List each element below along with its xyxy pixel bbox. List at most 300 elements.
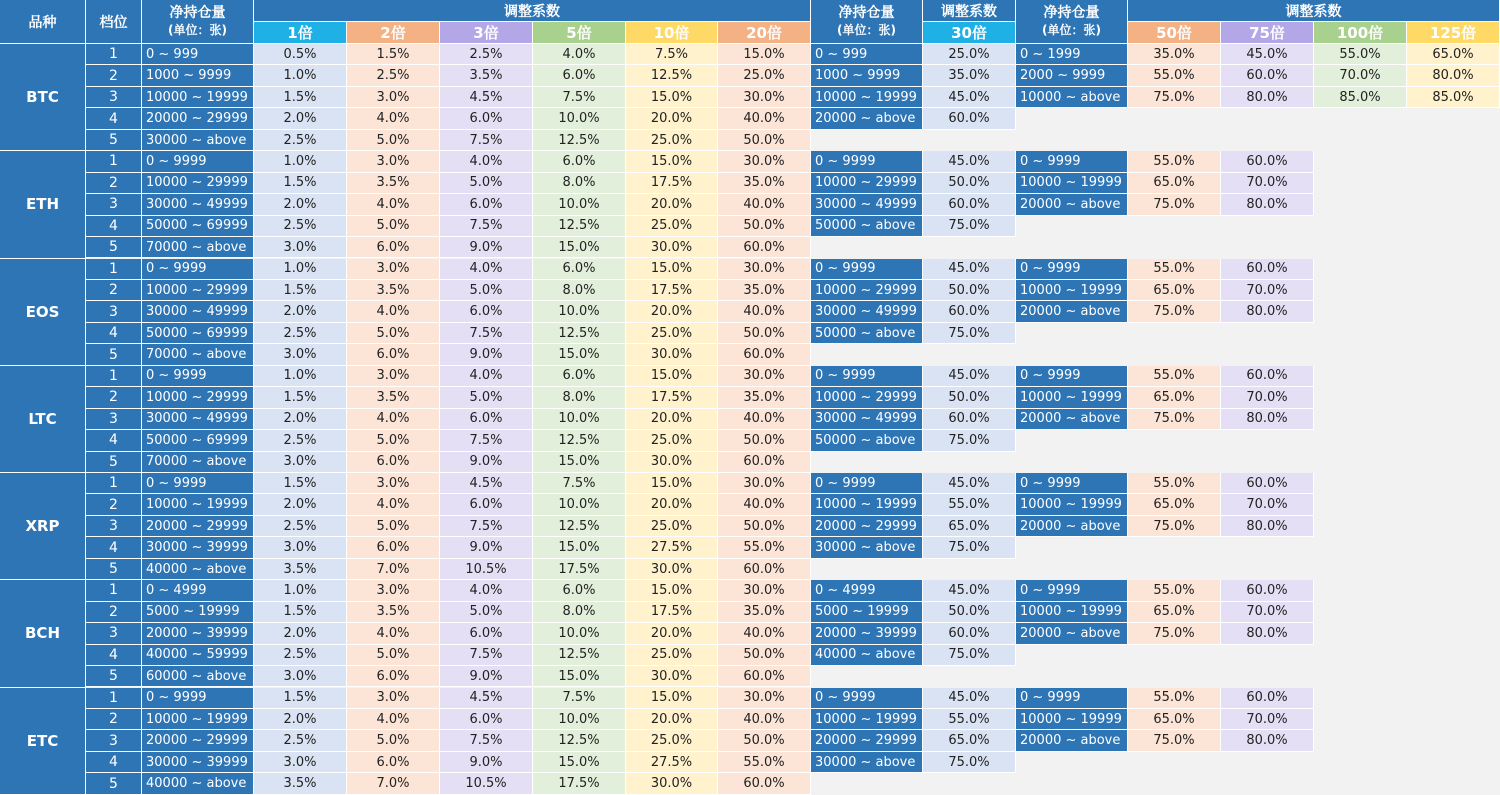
coefficient-cell: 6.0% xyxy=(440,623,533,644)
coefficient-cell: 2.5% xyxy=(254,430,347,451)
net-position-range-high: 10000 ~ 19999 xyxy=(1016,602,1128,623)
coefficient-cell-high: 70.0% xyxy=(1221,494,1314,515)
coefficient-cell: 25.0% xyxy=(626,130,718,151)
coefficient-cell-high: 80.0% xyxy=(1221,516,1314,537)
coefficient-cell: 2.0% xyxy=(254,623,347,644)
net-position-range-30x: 20000 ~ 29999 xyxy=(811,516,923,537)
coefficient-cell: 12.5% xyxy=(533,516,626,537)
coefficient-cell: 2.5% xyxy=(254,516,347,537)
net-position-range-high: 10000 ~ 19999 xyxy=(1016,280,1128,301)
coefficient-cell: 35.0% xyxy=(718,173,811,194)
net-position-range: 50000 ~ 69999 xyxy=(142,323,254,344)
coefficient-cell: 5.0% xyxy=(347,430,440,451)
coefficient-cell: 4.0% xyxy=(347,409,440,430)
coefficient-cell: 4.5% xyxy=(440,473,533,494)
coefficient-cell: 3.0% xyxy=(347,473,440,494)
coefficient-cell-30x: 65.0% xyxy=(923,516,1016,537)
coefficient-cell: 27.5% xyxy=(626,537,718,558)
level-cell: 5 xyxy=(86,773,142,794)
coefficient-cell: 17.5% xyxy=(533,559,626,580)
header-lev-75: 75倍 xyxy=(1221,22,1314,44)
net-position-range-30x: 30000 ~ 49999 xyxy=(811,301,923,322)
coefficient-cell-high: 55.0% xyxy=(1128,259,1221,280)
header-lev-50: 50倍 xyxy=(1128,22,1221,44)
level-cell: 2 xyxy=(86,602,142,623)
coefficient-cell: 30.0% xyxy=(626,344,718,365)
coefficient-cell: 2.5% xyxy=(254,730,347,751)
coefficient-cell: 30.0% xyxy=(718,87,811,108)
coefficient-cell-30x: 75.0% xyxy=(923,323,1016,344)
coefficient-cell: 25.0% xyxy=(626,645,718,666)
coefficient-cell-high: 60.0% xyxy=(1221,473,1314,494)
symbol-cell: BCH xyxy=(0,580,86,687)
level-cell: 5 xyxy=(86,666,142,687)
coefficient-cell-high: 60.0% xyxy=(1221,65,1314,86)
level-cell: 4 xyxy=(86,430,142,451)
net-position-range: 30000 ~ 39999 xyxy=(142,752,254,773)
net-position-range: 40000 ~ above xyxy=(142,773,254,794)
level-cell: 1 xyxy=(86,151,142,172)
coefficient-cell: 1.5% xyxy=(347,44,440,65)
header-net-position-c-unit: (单位：张) xyxy=(1042,22,1101,37)
net-position-range: 70000 ~ above xyxy=(142,237,254,258)
coefficient-cell: 15.0% xyxy=(533,452,626,473)
coefficient-cell: 17.5% xyxy=(626,280,718,301)
coefficient-cell: 6.0% xyxy=(347,237,440,258)
coefficient-cell-high: 65.0% xyxy=(1128,602,1221,623)
coefficient-cell-high: 55.0% xyxy=(1314,44,1407,65)
coefficient-cell: 50.0% xyxy=(718,216,811,237)
coefficient-cell: 50.0% xyxy=(718,430,811,451)
coefficient-cell: 12.5% xyxy=(533,430,626,451)
coefficient-cell: 30.0% xyxy=(718,151,811,172)
coefficient-cell-high: 70.0% xyxy=(1221,173,1314,194)
coefficient-cell: 15.0% xyxy=(626,151,718,172)
coefficient-cell-30x: 75.0% xyxy=(923,645,1016,666)
coefficient-cell: 25.0% xyxy=(626,730,718,751)
header-net-position-a xyxy=(142,0,254,44)
coefficient-cell: 3.5% xyxy=(347,602,440,623)
coefficient-cell-30x: 60.0% xyxy=(923,301,1016,322)
net-position-range: 5000 ~ 19999 xyxy=(142,602,254,623)
header-net-position-c-title: 净持仓量 xyxy=(1043,4,1100,21)
coefficient-cell: 60.0% xyxy=(718,344,811,365)
coefficient-cell: 10.0% xyxy=(533,623,626,644)
coefficient-cell: 6.0% xyxy=(533,580,626,601)
coefficient-cell: 6.0% xyxy=(347,452,440,473)
net-position-range-30x: 0 ~ 9999 xyxy=(811,366,923,387)
net-position-range: 50000 ~ 69999 xyxy=(142,216,254,237)
coefficient-cell-high: 70.0% xyxy=(1221,387,1314,408)
coefficient-cell: 5.0% xyxy=(440,387,533,408)
coefficient-cell-high: 55.0% xyxy=(1128,580,1221,601)
header-coefficient-a: 调整系数 xyxy=(254,0,811,22)
level-cell: 3 xyxy=(86,87,142,108)
net-position-range-30x: 30000 ~ 49999 xyxy=(811,409,923,430)
coefficient-cell: 17.5% xyxy=(626,173,718,194)
coefficient-cell: 2.5% xyxy=(254,216,347,237)
coefficient-cell: 6.0% xyxy=(440,194,533,215)
level-cell: 2 xyxy=(86,709,142,730)
level-cell: 4 xyxy=(86,537,142,558)
coefficient-cell-30x: 75.0% xyxy=(923,752,1016,773)
net-position-range-30x: 50000 ~ above xyxy=(811,323,923,344)
level-cell: 2 xyxy=(86,65,142,86)
coefficient-cell-30x: 45.0% xyxy=(923,580,1016,601)
net-position-range: 0 ~ 9999 xyxy=(142,366,254,387)
coefficient-cell: 15.0% xyxy=(626,87,718,108)
net-position-range-high: 0 ~ 9999 xyxy=(1016,580,1128,601)
coefficient-cell: 15.0% xyxy=(533,344,626,365)
net-position-range: 30000 ~ 49999 xyxy=(142,194,254,215)
net-position-range-30x: 30000 ~ above xyxy=(811,752,923,773)
coefficient-cell: 6.0% xyxy=(533,259,626,280)
coefficient-cell: 15.0% xyxy=(533,752,626,773)
header-net-position-b-title: 净持仓量 xyxy=(838,4,895,21)
coefficient-cell-high: 70.0% xyxy=(1314,65,1407,86)
coefficient-cell-high: 55.0% xyxy=(1128,473,1221,494)
coefficient-cell: 6.0% xyxy=(347,537,440,558)
coefficient-cell: 5.0% xyxy=(347,216,440,237)
coefficient-cell: 30.0% xyxy=(626,773,718,794)
coefficient-cell-high: 65.0% xyxy=(1128,280,1221,301)
coefficient-cell: 3.0% xyxy=(347,87,440,108)
coefficient-cell: 7.5% xyxy=(440,645,533,666)
coefficient-cell: 3.5% xyxy=(347,280,440,301)
net-position-range-30x: 20000 ~ above xyxy=(811,108,923,129)
header-net-position-b xyxy=(811,0,923,44)
level-cell: 1 xyxy=(86,259,142,280)
coefficient-cell-high: 65.0% xyxy=(1128,709,1221,730)
coefficient-cell: 15.0% xyxy=(626,473,718,494)
coefficient-cell: 3.0% xyxy=(254,537,347,558)
level-cell: 4 xyxy=(86,216,142,237)
header-lev-20: 20倍 xyxy=(718,22,811,44)
coefficient-cell: 6.0% xyxy=(533,366,626,387)
coefficient-cell: 50.0% xyxy=(718,516,811,537)
coefficient-cell-high: 75.0% xyxy=(1128,409,1221,430)
coefficient-cell: 2.0% xyxy=(254,108,347,129)
coefficient-cell-high: 80.0% xyxy=(1221,87,1314,108)
net-position-range-high: 10000 ~ 19999 xyxy=(1016,173,1128,194)
net-position-range-30x: 10000 ~ 19999 xyxy=(811,87,923,108)
coefficient-cell: 7.5% xyxy=(533,87,626,108)
symbol-cell: BTC xyxy=(0,44,86,151)
coefficient-cell-30x: 45.0% xyxy=(923,87,1016,108)
coefficient-cell: 60.0% xyxy=(718,666,811,687)
coefficient-cell: 3.5% xyxy=(254,773,347,794)
coefficient-cell: 2.5% xyxy=(347,65,440,86)
net-position-range-30x: 10000 ~ 29999 xyxy=(811,173,923,194)
coefficient-cell: 10.0% xyxy=(533,108,626,129)
coefficient-cell: 27.5% xyxy=(626,752,718,773)
coefficient-cell: 1.0% xyxy=(254,580,347,601)
level-cell: 4 xyxy=(86,108,142,129)
coefficient-cell: 9.0% xyxy=(440,237,533,258)
coefficient-cell: 30.0% xyxy=(626,452,718,473)
coefficient-cell: 4.0% xyxy=(347,623,440,644)
coefficient-cell: 6.0% xyxy=(533,65,626,86)
header-lev-125: 125倍 xyxy=(1407,22,1500,44)
coefficient-cell: 1.5% xyxy=(254,173,347,194)
coefficient-cell-30x: 50.0% xyxy=(923,173,1016,194)
net-position-range: 10000 ~ 19999 xyxy=(142,709,254,730)
coefficient-cell: 20.0% xyxy=(626,709,718,730)
coefficient-cell: 5.0% xyxy=(440,173,533,194)
header-coefficient-c: 调整系数 xyxy=(1128,0,1500,22)
coefficient-cell-high: 75.0% xyxy=(1128,730,1221,751)
coefficient-cell: 12.5% xyxy=(533,323,626,344)
coefficient-cell: 8.0% xyxy=(533,173,626,194)
level-cell: 3 xyxy=(86,623,142,644)
coefficient-cell: 5.0% xyxy=(347,730,440,751)
net-position-range-high: 0 ~ 9999 xyxy=(1016,366,1128,387)
coefficient-cell: 25.0% xyxy=(626,216,718,237)
coefficient-cell-high: 70.0% xyxy=(1221,709,1314,730)
level-cell: 5 xyxy=(86,130,142,151)
net-position-range-30x: 30000 ~ 49999 xyxy=(811,194,923,215)
coefficient-cell-high: 60.0% xyxy=(1221,688,1314,709)
coefficient-cell-30x: 45.0% xyxy=(923,259,1016,280)
net-position-range-high: 20000 ~ above xyxy=(1016,516,1128,537)
net-position-range: 0 ~ 9999 xyxy=(142,688,254,709)
coefficient-cell: 40.0% xyxy=(718,494,811,515)
coefficient-cell: 3.5% xyxy=(440,65,533,86)
net-position-range: 10000 ~ 29999 xyxy=(142,280,254,301)
coefficient-cell: 30.0% xyxy=(718,580,811,601)
header-net-position-b-unit: (单位：张) xyxy=(837,22,896,37)
net-position-range: 30000 ~ 49999 xyxy=(142,301,254,322)
coefficient-cell-high: 70.0% xyxy=(1221,602,1314,623)
net-position-range: 10000 ~ 19999 xyxy=(142,494,254,515)
coefficient-cell-high: 75.0% xyxy=(1128,516,1221,537)
coefficient-cell: 4.0% xyxy=(533,44,626,65)
coefficient-cell-30x: 35.0% xyxy=(923,65,1016,86)
net-position-range-30x: 30000 ~ above xyxy=(811,537,923,558)
coefficient-cell: 7.5% xyxy=(440,430,533,451)
coefficient-cell: 10.0% xyxy=(533,301,626,322)
coefficient-cell: 1.5% xyxy=(254,473,347,494)
net-position-range: 20000 ~ 39999 xyxy=(142,623,254,644)
coefficient-cell: 4.0% xyxy=(440,151,533,172)
coefficient-cell: 7.0% xyxy=(347,559,440,580)
coefficient-cell: 15.0% xyxy=(626,580,718,601)
net-position-range-30x: 10000 ~ 29999 xyxy=(811,280,923,301)
net-position-range-high: 10000 ~ above xyxy=(1016,87,1128,108)
coefficient-cell: 7.5% xyxy=(440,130,533,151)
coefficient-cell: 35.0% xyxy=(718,387,811,408)
level-cell: 5 xyxy=(86,559,142,580)
coefficient-cell: 40.0% xyxy=(718,709,811,730)
coefficient-cell: 60.0% xyxy=(718,237,811,258)
coefficient-cell-high: 65.0% xyxy=(1128,173,1221,194)
coefficient-cell: 2.0% xyxy=(254,709,347,730)
coefficient-cell: 3.0% xyxy=(254,344,347,365)
coefficient-cell-high: 65.0% xyxy=(1407,44,1500,65)
level-cell: 4 xyxy=(86,645,142,666)
coefficient-cell-30x: 55.0% xyxy=(923,494,1016,515)
coefficient-cell: 30.0% xyxy=(626,666,718,687)
level-cell: 3 xyxy=(86,516,142,537)
coefficient-cell: 17.5% xyxy=(626,602,718,623)
net-position-range: 20000 ~ 29999 xyxy=(142,108,254,129)
coefficient-cell-high: 75.0% xyxy=(1128,301,1221,322)
coefficient-cell: 60.0% xyxy=(718,559,811,580)
level-cell: 3 xyxy=(86,730,142,751)
coefficient-cell: 8.0% xyxy=(533,602,626,623)
coefficient-cell-high: 75.0% xyxy=(1128,87,1221,108)
level-cell: 1 xyxy=(86,44,142,65)
coefficient-cell-high: 80.0% xyxy=(1221,409,1314,430)
level-cell: 1 xyxy=(86,366,142,387)
coefficient-cell: 25.0% xyxy=(718,65,811,86)
header-lev-1: 1倍 xyxy=(254,22,347,44)
level-cell: 5 xyxy=(86,452,142,473)
net-position-range: 70000 ~ above xyxy=(142,452,254,473)
coefficient-cell-30x: 45.0% xyxy=(923,151,1016,172)
level-cell: 1 xyxy=(86,688,142,709)
level-cell: 2 xyxy=(86,494,142,515)
coefficient-cell-30x: 65.0% xyxy=(923,730,1016,751)
coefficient-cell: 6.0% xyxy=(440,301,533,322)
coefficient-cell: 15.0% xyxy=(533,666,626,687)
coefficient-cell: 8.0% xyxy=(533,387,626,408)
coefficient-cell: 9.0% xyxy=(440,452,533,473)
coefficient-cell: 50.0% xyxy=(718,323,811,344)
coefficient-cell-30x: 55.0% xyxy=(923,709,1016,730)
coefficient-cell-high: 45.0% xyxy=(1221,44,1314,65)
coefficient-cell: 2.5% xyxy=(440,44,533,65)
net-position-range-30x: 10000 ~ 19999 xyxy=(811,709,923,730)
coefficient-cell-high: 60.0% xyxy=(1221,580,1314,601)
header-net-position-c xyxy=(1016,0,1128,44)
level-cell: 3 xyxy=(86,301,142,322)
coefficient-cell: 20.0% xyxy=(626,194,718,215)
coefficient-cell: 17.5% xyxy=(533,773,626,794)
coefficient-cell: 1.5% xyxy=(254,87,347,108)
net-position-range-30x: 0 ~ 9999 xyxy=(811,473,923,494)
level-cell: 3 xyxy=(86,194,142,215)
coefficient-cell: 7.5% xyxy=(440,216,533,237)
coefficient-cell: 4.0% xyxy=(347,194,440,215)
net-position-range-30x: 0 ~ 9999 xyxy=(811,259,923,280)
net-position-range-high: 20000 ~ above xyxy=(1016,623,1128,644)
net-position-range-30x: 0 ~ 9999 xyxy=(811,688,923,709)
coefficient-cell: 10.0% xyxy=(533,494,626,515)
net-position-range-30x: 20000 ~ 29999 xyxy=(811,730,923,751)
coefficient-cell: 3.0% xyxy=(254,452,347,473)
coefficient-cell: 15.0% xyxy=(626,366,718,387)
coefficient-cell-high: 70.0% xyxy=(1221,280,1314,301)
net-position-range: 20000 ~ 29999 xyxy=(142,516,254,537)
net-position-range: 10000 ~ 29999 xyxy=(142,173,254,194)
net-position-range: 0 ~ 9999 xyxy=(142,259,254,280)
coefficient-cell: 55.0% xyxy=(718,537,811,558)
coefficient-cell: 15.0% xyxy=(533,537,626,558)
coefficient-cell: 15.0% xyxy=(626,688,718,709)
net-position-range-30x: 50000 ~ above xyxy=(811,430,923,451)
coefficient-cell: 17.5% xyxy=(626,387,718,408)
coefficient-cell: 40.0% xyxy=(718,194,811,215)
coefficient-cell: 7.5% xyxy=(440,516,533,537)
coefficient-cell-30x: 75.0% xyxy=(923,216,1016,237)
coefficient-cell-high: 55.0% xyxy=(1128,688,1221,709)
coefficient-cell: 12.5% xyxy=(533,645,626,666)
coefficient-cell: 6.0% xyxy=(440,494,533,515)
coefficient-cell: 20.0% xyxy=(626,494,718,515)
coefficient-cell: 20.0% xyxy=(626,409,718,430)
coefficient-cell-30x: 75.0% xyxy=(923,430,1016,451)
coefficient-cell: 6.0% xyxy=(347,666,440,687)
net-position-range-high: 0 ~ 1999 xyxy=(1016,44,1128,65)
symbol-cell: LTC xyxy=(0,366,86,473)
net-position-range-30x: 0 ~ 999 xyxy=(811,44,923,65)
coefficient-cell: 15.0% xyxy=(718,44,811,65)
level-cell: 4 xyxy=(86,752,142,773)
net-position-range: 40000 ~ above xyxy=(142,559,254,580)
net-position-range: 60000 ~ above xyxy=(142,666,254,687)
header-lev-2: 2倍 xyxy=(347,22,440,44)
coefficient-cell: 2.0% xyxy=(254,409,347,430)
coefficient-cell-high: 80.0% xyxy=(1221,194,1314,215)
net-position-range-high: 0 ~ 9999 xyxy=(1016,259,1128,280)
net-position-range: 0 ~ 999 xyxy=(142,44,254,65)
coefficient-cell: 12.5% xyxy=(626,65,718,86)
coefficient-cell: 10.5% xyxy=(440,773,533,794)
coefficient-cell: 25.0% xyxy=(626,323,718,344)
coefficient-cell-high: 80.0% xyxy=(1221,623,1314,644)
header-coefficient-b: 调整系数 xyxy=(923,0,1016,22)
coefficient-cell: 9.0% xyxy=(440,344,533,365)
coefficient-cell: 30.0% xyxy=(718,688,811,709)
level-cell: 1 xyxy=(86,580,142,601)
coefficient-cell: 55.0% xyxy=(718,752,811,773)
coefficient-cell: 5.0% xyxy=(440,280,533,301)
coefficient-cell: 5.0% xyxy=(347,323,440,344)
coefficient-cell: 20.0% xyxy=(626,623,718,644)
coefficient-cell: 1.0% xyxy=(254,65,347,86)
coefficient-cell: 2.0% xyxy=(254,194,347,215)
coefficient-cell: 35.0% xyxy=(718,280,811,301)
net-position-range-30x: 0 ~ 4999 xyxy=(811,580,923,601)
coefficient-cell: 10.0% xyxy=(533,194,626,215)
level-cell: 4 xyxy=(86,323,142,344)
coefficient-cell: 60.0% xyxy=(718,452,811,473)
coefficient-cell: 50.0% xyxy=(718,645,811,666)
net-position-range: 10000 ~ 29999 xyxy=(142,387,254,408)
net-position-range-30x: 10000 ~ 19999 xyxy=(811,494,923,515)
coefficient-cell: 15.0% xyxy=(533,237,626,258)
coefficient-cell-high: 80.0% xyxy=(1221,730,1314,751)
coefficient-cell: 4.0% xyxy=(440,259,533,280)
coefficient-cell: 6.0% xyxy=(347,344,440,365)
symbol-cell: ETC xyxy=(0,688,86,795)
coefficient-cell: 9.0% xyxy=(440,537,533,558)
level-cell: 5 xyxy=(86,344,142,365)
coefficient-cell: 20.0% xyxy=(626,301,718,322)
coefficient-cell: 7.5% xyxy=(440,323,533,344)
level-cell: 5 xyxy=(86,237,142,258)
net-position-range: 30000 ~ above xyxy=(142,130,254,151)
level-cell: 2 xyxy=(86,173,142,194)
net-position-range: 30000 ~ 49999 xyxy=(142,409,254,430)
coefficient-cell: 25.0% xyxy=(626,516,718,537)
header-symbol: 品种 xyxy=(0,0,86,44)
coefficient-cell-high: 55.0% xyxy=(1128,366,1221,387)
coefficient-cell: 3.0% xyxy=(347,259,440,280)
header-lev-3: 3倍 xyxy=(440,22,533,44)
header-lev-10: 10倍 xyxy=(626,22,718,44)
